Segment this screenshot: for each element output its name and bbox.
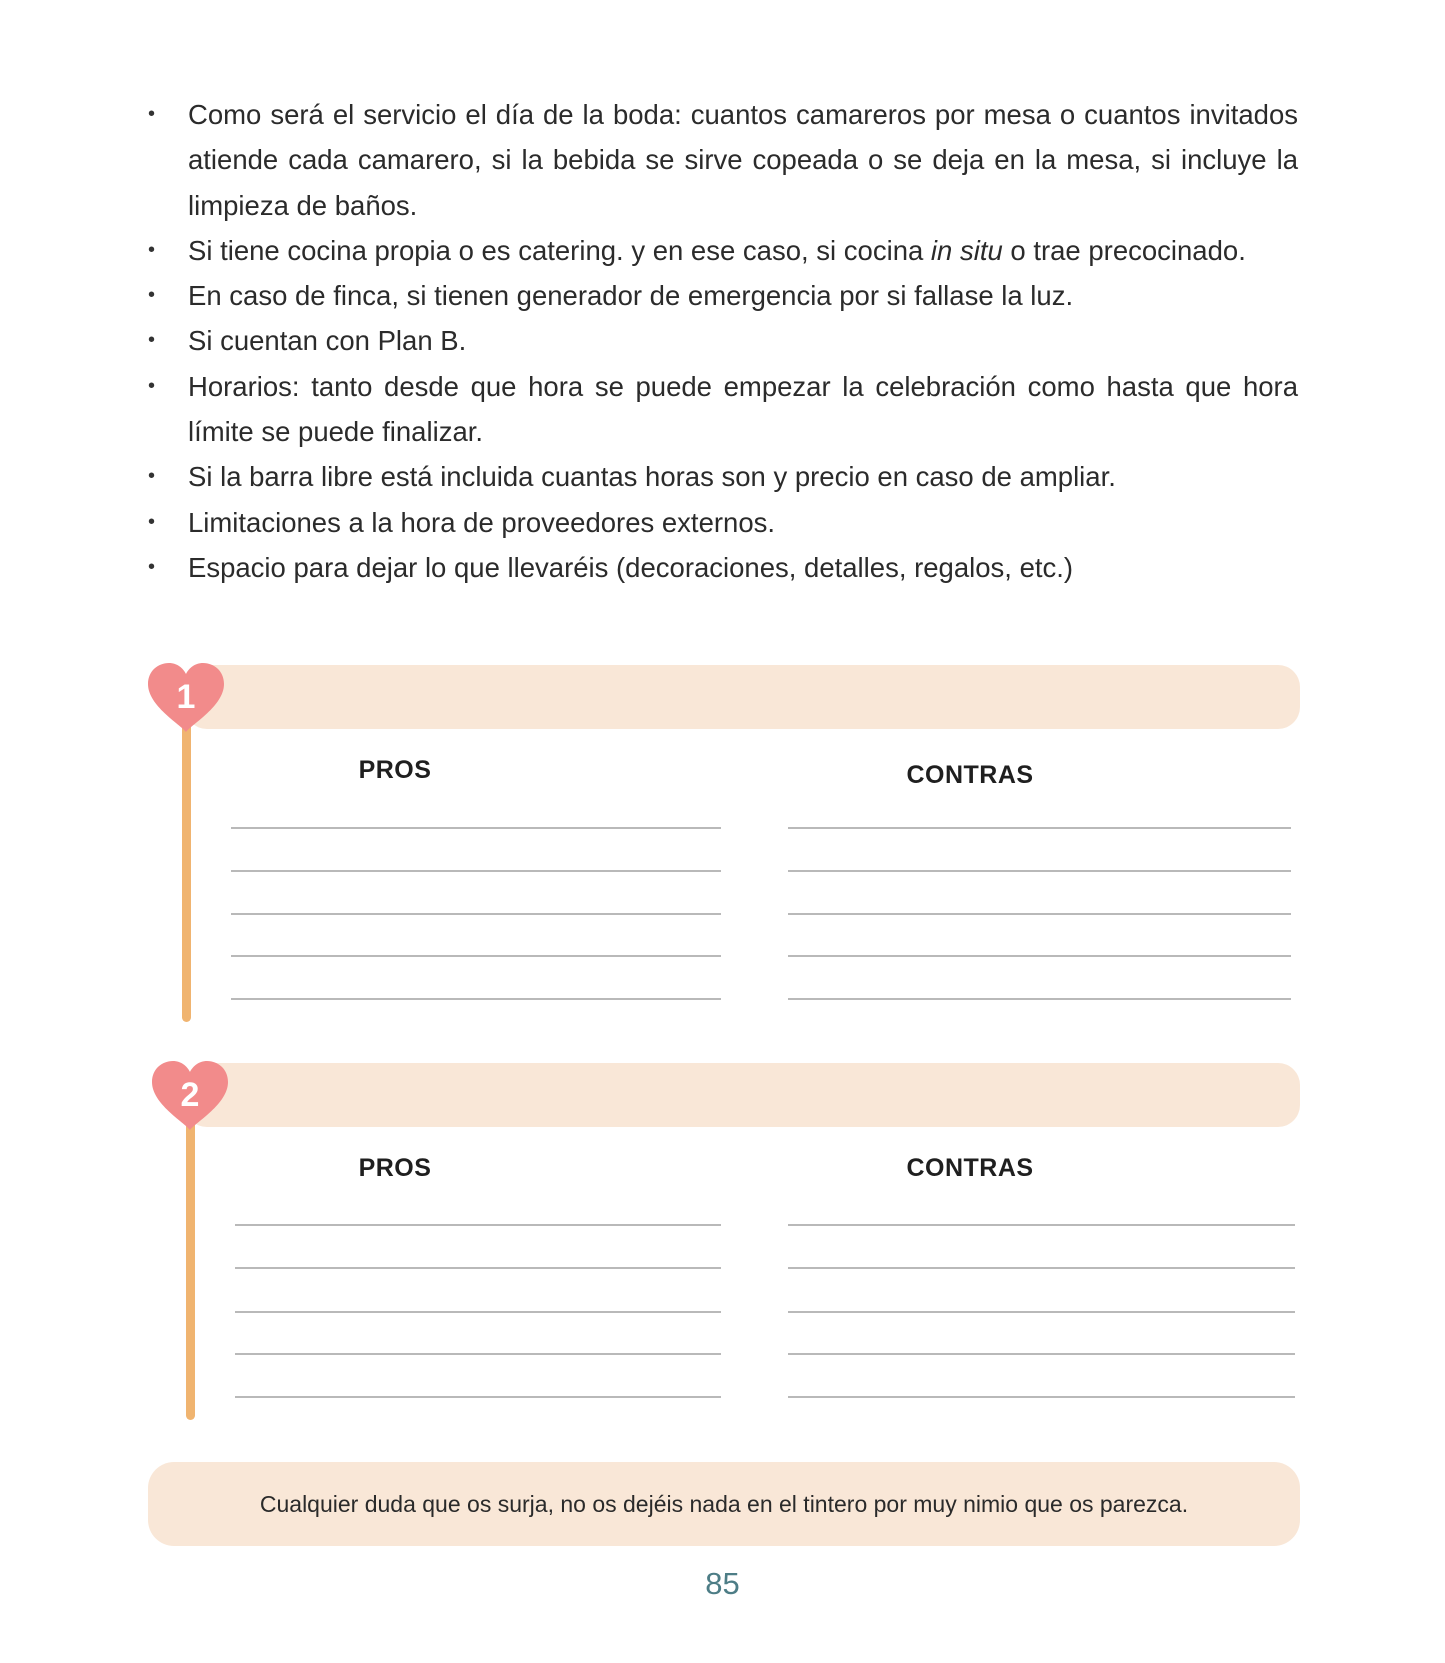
bullet-dot: • <box>148 465 156 488</box>
stick-decoration <box>186 1110 195 1420</box>
heart-icon <box>150 1060 230 1132</box>
option-block-1 <box>145 662 1300 1022</box>
pros-write-line[interactable] <box>231 998 721 1000</box>
pros-write-line[interactable] <box>231 913 721 915</box>
contras-write-line[interactable] <box>788 1353 1295 1355</box>
option-header-band <box>185 665 1300 729</box>
heart-icon <box>146 662 226 734</box>
pros-write-line[interactable] <box>231 870 721 872</box>
bullet-item: • Si cuentan con Plan B. <box>148 318 1298 363</box>
option-header-band <box>185 1063 1300 1127</box>
option-block-2 <box>145 1060 1300 1420</box>
bullet-item: • Horarios: tanto desde que hora se puede empezar la celebración como hasta que hora límite se puede finalizar. <box>148 364 1298 455</box>
bullet-item: • Limitaciones a la hora de proveedores externos. <box>148 500 1298 545</box>
contras-write-line[interactable] <box>788 955 1291 957</box>
bullet-dot: • <box>148 103 156 125</box>
bullet-dot: • <box>148 284 156 307</box>
option-number: 1 <box>176 678 196 716</box>
pros-write-line[interactable] <box>235 1311 721 1313</box>
option-number: 2 <box>180 1076 200 1114</box>
contras-write-line[interactable] <box>788 998 1291 1000</box>
page-number: 85 <box>705 1566 740 1601</box>
pros-write-line[interactable] <box>231 955 721 957</box>
pros-write-line[interactable] <box>231 827 721 829</box>
contras-write-line[interactable] <box>788 1311 1295 1313</box>
contras-title: CONTRAS <box>906 1154 1034 1182</box>
contras-write-line[interactable] <box>788 1267 1295 1269</box>
pros-write-line[interactable] <box>235 1224 721 1226</box>
pros-title: PROS <box>358 756 432 784</box>
bullet-list <box>148 92 1298 590</box>
bullet-dot: • <box>148 374 156 397</box>
bullet-item: • Si la barra libre está incluida cuantas horas son y precio en caso de ampliar. <box>148 454 1298 499</box>
contras-title: CONTRAS <box>906 761 1034 789</box>
pros-write-line[interactable] <box>235 1267 721 1269</box>
contras-write-line[interactable] <box>788 1224 1295 1226</box>
bullet-dot: • <box>148 555 156 578</box>
contras-write-line[interactable] <box>788 1396 1295 1398</box>
bullet-dot: • <box>148 238 156 261</box>
contras-write-line[interactable] <box>788 913 1291 915</box>
contras-write-line[interactable] <box>788 870 1291 872</box>
bullet-dot: • <box>148 329 156 352</box>
contras-write-line[interactable] <box>788 827 1291 829</box>
pros-title: PROS <box>358 1154 432 1182</box>
stick-decoration <box>182 712 191 1022</box>
note-box <box>148 1462 1300 1546</box>
bullet-item: • Espacio para dejar lo que llevaréis (decoraciones, detalles, regalos, etc.) <box>148 545 1298 590</box>
bullet-item: • Como será el servicio el día de la boda: cuantos camareros por mesa o cuantos invitados atiende cada camarero, si la bebida se sirve copeada o se deja en la mesa, si incluye la limpieza de baños. <box>148 92 1298 228</box>
pros-write-line[interactable] <box>235 1353 721 1355</box>
bullet-item: • Si tiene cocina propia o es catering. y en ese caso, si cocina in situ o trae precocinado. <box>148 228 1298 273</box>
bullet-dot: • <box>148 510 156 533</box>
pros-write-line[interactable] <box>235 1396 721 1398</box>
note-text: Cualquier duda que os surja, no os dejéis nada en el tintero por muy nimio que os parezca. <box>259 1491 1189 1517</box>
bullet-item: • En caso de finca, si tienen generador de emergencia por si fallase la luz. <box>148 273 1298 318</box>
